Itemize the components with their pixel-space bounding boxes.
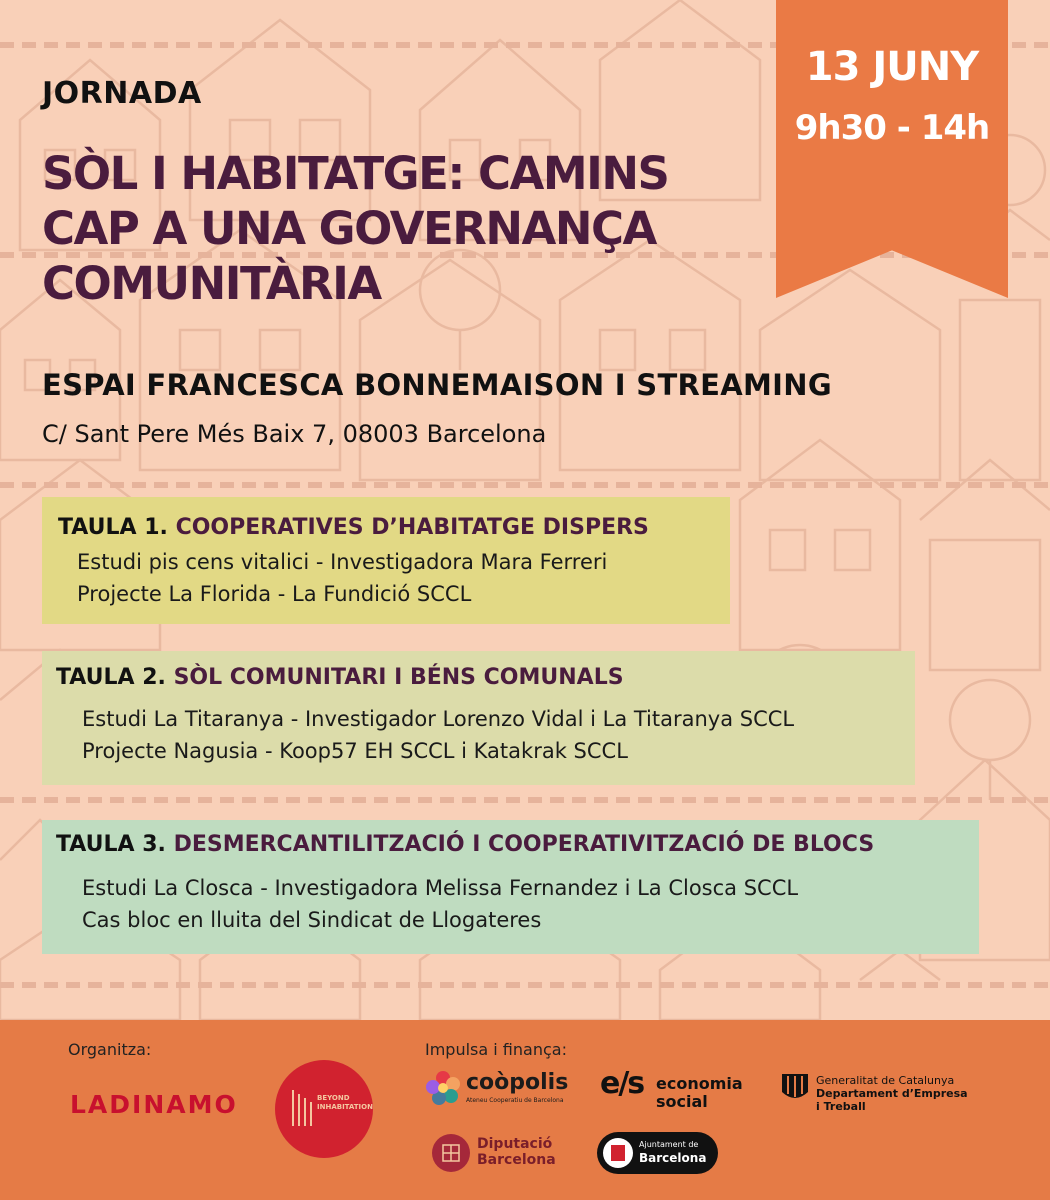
diputacio-logo [477,1136,556,1168]
table-title: SÒL COMUNITARI I BÉNS COMUNALS [173,665,624,690]
table-number: TAULA 2. [56,665,166,690]
coopolis-subtitle: Ateneu Cooperatiu de Barcelona [466,1097,564,1104]
economia-social-mark: e/s [600,1066,644,1101]
event-date: 13 JUNY [805,44,979,90]
table-item: Projecte Nagusia - Koop57 EH SCCL i Katakrak SCCL [82,739,628,763]
event-time: 9h30 - 14h [794,108,990,148]
table-item: Estudi La Titaranya - Investigador Lorenzo Vidal i La Titaranya SCCL [82,707,795,731]
diputacio-line: Barcelona [477,1152,556,1168]
title-line: CAP A UNA GOVERNANÇA [42,202,656,255]
economia-social-logo [656,1075,743,1111]
economia-line: social [656,1092,708,1111]
venue-address: C/ Sant Pere Més Baix 7, 08003 Barcelona [42,420,547,448]
table-panel-2 [42,651,915,785]
beyond-text [317,1094,373,1112]
beyond-line: BEYOND [317,1094,350,1102]
table-panel-1 [42,497,730,624]
building-icon [289,1088,313,1128]
table-panel-3 [42,820,979,954]
title-line: COMUNITÀRIA [42,257,381,310]
table-heading [58,515,649,540]
ajuntament-logo [597,1132,718,1174]
table-title: COOPERATIVES D’HABITATGE DISPERS [175,515,649,540]
event-eyebrow: JORNADA [42,76,202,111]
generalitat-line: Departament d’Empresa [816,1087,968,1100]
table-number: TAULA 1. [58,515,168,540]
ajuntament-line: Ajuntament de [639,1140,699,1149]
funder-label: Impulsa i finança: [425,1040,567,1059]
table-number: TAULA 3. [56,832,166,857]
table-item: Cas bloc en lluita del Sindicat de Llogateres [82,908,542,932]
sponsors-footer [0,1020,1050,1200]
table-item: Estudi pis cens vitalici - Investigadora Mara Ferreri [77,550,608,574]
coopolis-logo: coòpolis [466,1070,569,1095]
beyond-line: INHABITATION [317,1103,373,1111]
diputacio-line: Diputació [477,1136,553,1152]
beyond-inhabitation-logo [275,1060,373,1158]
table-item: Projecte La Florida - La Fundició SCCL [77,582,472,606]
table-heading [56,832,874,857]
event-title [42,146,762,311]
ajuntament-line: Barcelona [639,1151,707,1165]
title-line: SÒL I HABITATGE: CAMINS [42,147,669,200]
generalitat-line: Generalitat de Catalunya [816,1074,955,1087]
coopolis-flower-icon [425,1070,461,1106]
ajuntament-seal-icon [603,1138,633,1168]
generalitat-shield-icon [780,1072,810,1104]
table-title: DESMERCANTILITZACIÓ I COOPERATIVITZACIÓ DE BLOCS [173,832,875,857]
grid-icon [432,1134,470,1172]
generalitat-line: i Treball [816,1100,866,1113]
organizer-label: Organitza: [68,1040,152,1059]
venue-name: ESPAI FRANCESCA BONNEMAISON I STREAMING [42,368,832,402]
diputacio-seal-icon [432,1134,470,1172]
table-item: Estudi La Closca - Investigadora Melissa Fernandez i La Closca SCCL [82,876,799,900]
table-heading [56,665,624,690]
ladinamo-logo: LADINAMO [70,1090,238,1119]
economia-line: economia [656,1074,743,1093]
generalitat-logo [816,1074,968,1113]
